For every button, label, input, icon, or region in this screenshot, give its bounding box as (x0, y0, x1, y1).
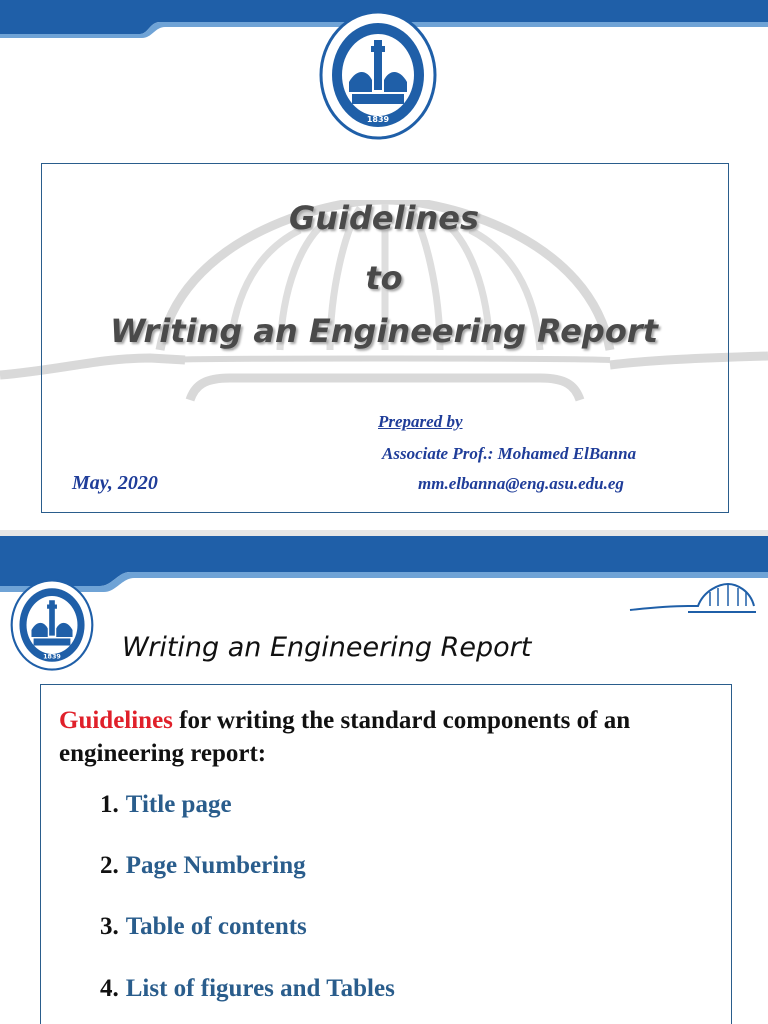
svg-text:1839: 1839 (366, 115, 390, 124)
intro-paragraph (59, 704, 729, 770)
list-item-number: 4. (100, 975, 119, 1002)
list-item (100, 913, 307, 941)
list-item (100, 852, 306, 880)
list-item-number: 2. (100, 852, 119, 879)
intro-highlight: Guidelines (59, 707, 173, 734)
list-item-number: 1. (100, 791, 119, 818)
author-name: Associate Prof.: Mohamed ElBanna (382, 444, 637, 463)
list-item-label: Page Numbering (125, 852, 306, 879)
svg-text:1839: 1839 (43, 653, 61, 661)
title-line-2: to (365, 259, 403, 297)
title-line-1: Guidelines (288, 199, 480, 237)
author-email: mm.elbanna@eng.asu.edu.eg (418, 474, 624, 493)
list-item (100, 975, 395, 1003)
university-logo (10, 579, 94, 671)
content-slide (0, 536, 768, 1024)
university-logo (319, 10, 437, 140)
list-item-label: List of figures and Tables (125, 975, 395, 1002)
slide-heading: Writing an Engineering Report (122, 632, 532, 663)
dome-icon (628, 580, 758, 620)
list-item (100, 791, 232, 819)
list-item-label: Title page (125, 791, 232, 818)
title-line-3: Writing an Engineering Report (110, 312, 658, 350)
list-item-label: Table of contents (125, 913, 307, 940)
date: May, 2020 (72, 472, 158, 494)
list-item-number: 3. (100, 913, 119, 940)
intro-text: for writing the standard components of an engineering report: (59, 707, 631, 767)
prepared-by-label: Prepared by (378, 412, 463, 431)
